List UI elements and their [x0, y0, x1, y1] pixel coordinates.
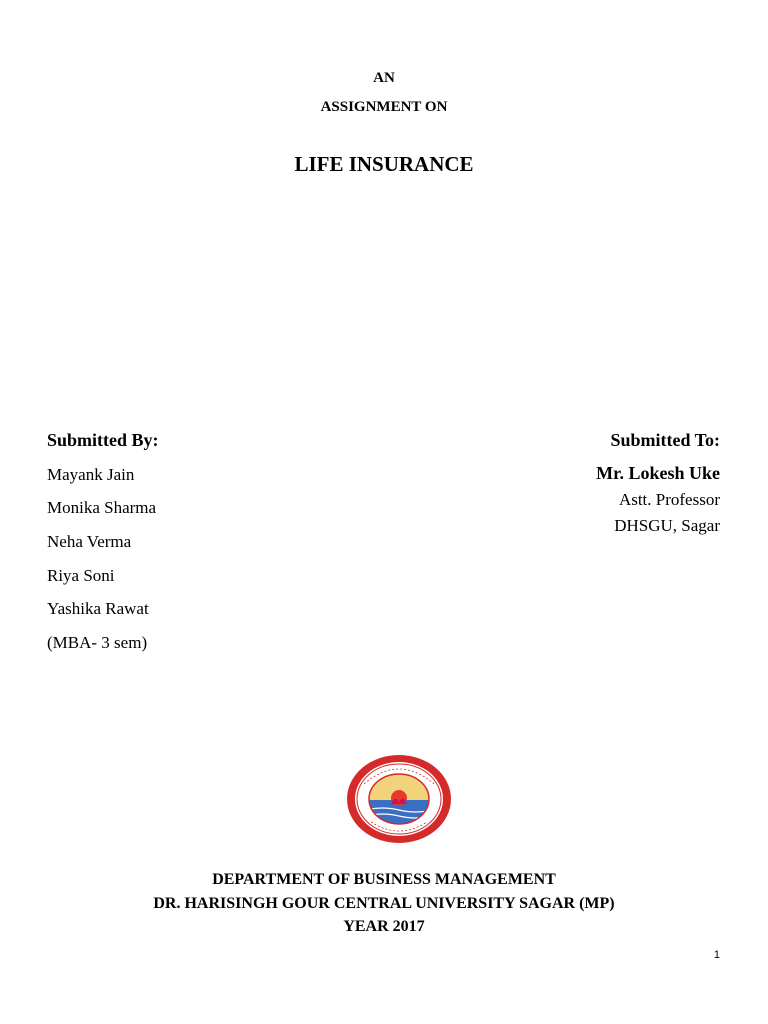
supervisor-name: Mr. Lokesh Uke — [596, 463, 720, 483]
submitted-by-heading: Submitted By: — [47, 430, 159, 450]
member-name: Riya Soni — [47, 566, 115, 585]
year-label: YEAR 2017 — [343, 918, 425, 935]
heading-assignment-on: ASSIGNMENT ON — [320, 99, 448, 115]
member-name: Mayank Jain — [47, 465, 135, 484]
supervisor-institution: DHSGU, Sagar — [614, 516, 720, 535]
member-name: Neha Verma — [47, 532, 132, 551]
program-label: (MBA- 3 sem) — [47, 633, 148, 652]
member-name: Monika Sharma — [47, 498, 157, 517]
university-name: DR. HARISINGH GOUR CENTRAL UNIVERSITY SAGAR (MP) — [153, 895, 615, 912]
document-title: LIFE INSURANCE — [294, 152, 474, 176]
page-number: 1 — [713, 949, 720, 961]
member-name: Yashika Rawat — [47, 599, 149, 618]
department-name: DEPARTMENT OF BUSINESS MANAGEMENT — [212, 871, 556, 888]
submitted-to-heading: Submitted To: — [610, 430, 720, 450]
supervisor-designation: Astt. Professor — [618, 490, 720, 509]
heading-an: AN — [373, 70, 395, 86]
university-seal-icon — [346, 754, 452, 844]
